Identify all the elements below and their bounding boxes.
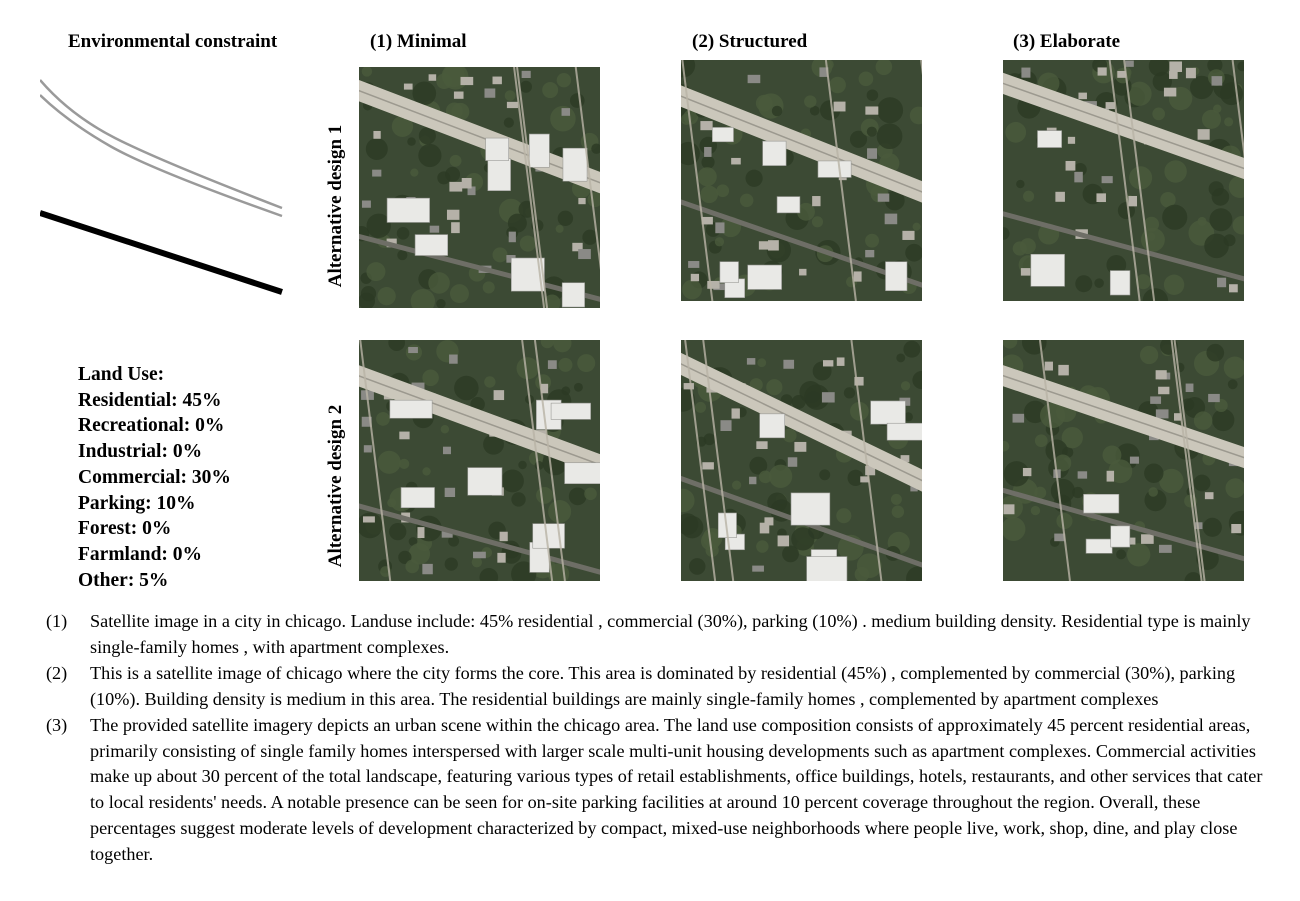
caption-number: (3) (46, 714, 68, 735)
caption-item (46, 713, 1281, 868)
constraint-sketch (40, 70, 285, 305)
row-label-design-1: Alternative design 1 (325, 124, 346, 288)
land-use-title: Land Use: (78, 364, 165, 385)
caption-text: The provided satellite imagery depicts an urban scene within the chicago area. The land use composition consists of approximately 45 percent residential areas, primarily consisting of single family homes interspersed with larger scale multi-unit housing developments such as apartment complexes. Commercial activities make up about 30 percent of the total landscape, featuring various types of retail establishments, office buildings, hotels, restaurants, and other services that cater to local residents' needs. A notable presence can be seen for on-site parking facilities at around 10 percent coverage throughout the region. Overall, these percentages suggest moderate levels of development characterized by compact, mixed-use neighborhoods where people live, work, shop, dine, and play close together. (90, 714, 1263, 865)
caption-item (46, 609, 1281, 661)
land-use-farmland: Farmland: 0% (78, 543, 203, 565)
column-label-structured: (2) Structured (692, 31, 808, 52)
constraint-title: Environmental constraint (68, 31, 278, 52)
column-label-elaborate: (3) Elaborate (1013, 31, 1121, 52)
caption-number: (2) (46, 662, 68, 683)
satellite-image-structured-design-2 (681, 340, 922, 581)
land-use-commercial: Commercial: 30% (78, 466, 231, 488)
land-use-other: Other: 5% (78, 569, 169, 591)
satellite-image-elaborate-design-1 (1003, 60, 1244, 301)
land-use-industrial: Industrial: 0% (78, 441, 203, 463)
row-label-design-2: Alternative design 2 (325, 404, 346, 568)
land-use-recreational: Recreational: 0% (78, 415, 225, 437)
column-label-minimal: (1) Minimal (370, 31, 467, 52)
land-use-residential: Residential: 45% (78, 389, 222, 411)
caption-number: (1) (46, 611, 68, 631)
satellite-image-minimal-design-1 (359, 67, 600, 308)
land-use-list (78, 362, 231, 593)
land-use-forest: Forest: 0% (78, 518, 172, 540)
land-use-parking: Parking: 10% (78, 492, 196, 514)
satellite-image-structured-design-1 (681, 60, 922, 301)
satellite-image-minimal-design-2 (359, 340, 600, 581)
satellite-image-elaborate-design-2 (1003, 340, 1244, 581)
caption-item (46, 661, 1281, 713)
caption-list (46, 609, 1281, 868)
caption-text: Satellite image in a city in chicago. Landuse include: 45% residential , commercial (30%), parking (10%) . medium building density. Residential type is mainly single-family homes , with apartment complexes. (90, 611, 1251, 657)
caption-text: This is a satellite image of chicago where the city forms the core. This area is dominated by residential (45%) , complemented by commercial (30%), parking (10%). Building density is medium in this area. The residential buildings are mainly single-family homes , complemented by apartment complexes (90, 662, 1236, 709)
